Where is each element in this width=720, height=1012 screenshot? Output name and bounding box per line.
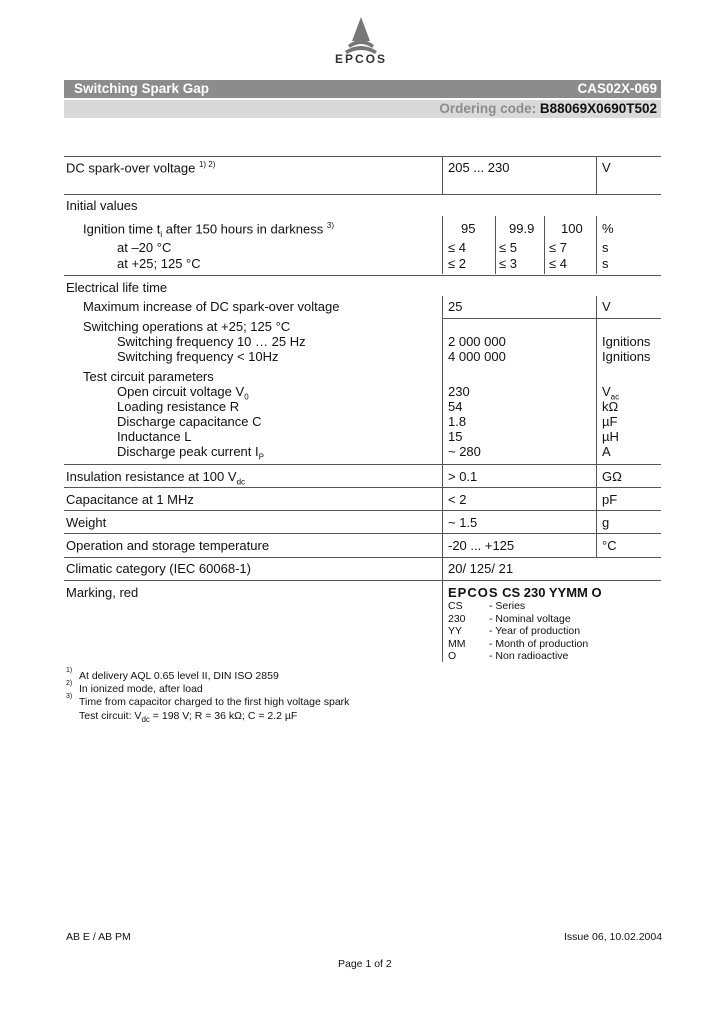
- ordering-bar: [64, 100, 661, 118]
- ocv-unit: $V_{ac}$: [602, 384, 620, 402]
- insul-value: > 0.1: [448, 469, 478, 484]
- legend-item: O - Non radioactive: [448, 650, 569, 662]
- ordering-label: Ordering code:: [439, 101, 537, 116]
- op-temp-unit: °C: [602, 538, 617, 553]
- op-temp-value: -20 ... +125: [448, 538, 515, 553]
- footnote-2: In ionized mode, after load: [79, 683, 203, 695]
- ign-m20-v3: ≤ 7: [549, 240, 567, 255]
- dis-i-value: ~ 280: [448, 444, 481, 459]
- dis-i-label: Discharge peak current $I_P$: [117, 444, 264, 462]
- legend-item: YY - Year of production: [448, 625, 581, 637]
- ign-p25-label: at +25; 125 °C: [117, 256, 201, 271]
- max-inc-unit: V: [602, 299, 611, 314]
- sw-f1-unit: Ignitions: [602, 334, 651, 349]
- load-r-value: 54: [448, 399, 463, 414]
- sw-ops-label: Switching operations at +25; 125 °C: [83, 319, 291, 334]
- ignition-label: Ignition time $t_i$ after 150 hours in darkness $^{3)}$: [83, 221, 335, 239]
- ignition-unit: %: [602, 221, 614, 236]
- ign-p25-v2: ≤ 3: [499, 256, 517, 271]
- footnote-3: Time from capacitor charged to the first high voltage spark: [79, 696, 350, 708]
- weight-value: ~ 1.5: [448, 515, 478, 530]
- ign-p25-v1: ≤ 2: [448, 256, 466, 271]
- ignition-p2: 99.9: [509, 221, 535, 236]
- dis-c-label: Discharge capacitance C: [117, 414, 262, 429]
- insul-label: Insulation resistance at 100 $V_{dc}$: [66, 469, 246, 487]
- elec-life-heading: Electrical life time: [66, 280, 168, 295]
- ocv-label: Open circuit voltage $V_0$: [117, 384, 249, 402]
- op-temp-label: Operation and storage temperature: [66, 538, 270, 553]
- insul-unit: GΩ: [602, 469, 622, 484]
- cap-unit: pF: [602, 492, 618, 507]
- ign-p25-unit: s: [602, 256, 609, 271]
- marking-legend: [448, 600, 588, 663]
- legend-item: 230 - Nominal voltage: [448, 612, 571, 625]
- legend-item: MM - Month of production: [448, 637, 589, 650]
- title-bar: [64, 80, 661, 98]
- ind-l-unit: µH: [602, 429, 619, 444]
- ocv-value: 230: [448, 384, 470, 399]
- dis-c-value: 1.8: [448, 414, 467, 429]
- ign-m20-v2: ≤ 5: [499, 240, 517, 255]
- max-inc-label: Maximum increase of DC spark-over voltage: [83, 299, 340, 314]
- ind-l-label: Inductance L: [117, 429, 192, 444]
- footer-issue: Issue 06, 10.02.2004: [564, 931, 663, 943]
- sw-f2-label: Switching frequency < 10Hz: [117, 349, 279, 364]
- ign-m20-unit: s: [602, 240, 609, 255]
- ignition-p3: 100: [561, 221, 583, 236]
- dis-i-unit: A: [602, 444, 611, 459]
- ind-l-value: 15: [448, 429, 463, 444]
- cap-value: < 2: [448, 492, 467, 507]
- load-r-unit: kΩ: [602, 399, 619, 414]
- ign-m20-v1: ≤ 4: [448, 240, 466, 255]
- marking-label: Marking, red: [66, 585, 139, 600]
- footer-dept: AB E / AB PM: [66, 931, 131, 943]
- climatic-value: 20/ 125/ 21: [448, 561, 514, 576]
- weight-unit: g: [602, 515, 610, 530]
- dc-spark-value: 205 ... 230: [448, 160, 510, 175]
- dc-spark-unit: V: [602, 160, 611, 175]
- dis-c-unit: µF: [602, 414, 618, 429]
- brand-name: EPCOS: [334, 52, 387, 66]
- cap-label: Capacitance at 1 MHz: [66, 492, 194, 507]
- doc-title: Switching Spark Gap: [74, 81, 210, 96]
- footnote-1: At delivery AQL 0.65 level II, DIN ISO 2859: [79, 670, 279, 682]
- ign-p25-v3: ≤ 4: [549, 256, 567, 271]
- ignition-p1: 95: [461, 221, 476, 236]
- dc-spark-label: DC spark-over voltage $^{1) 2)}$: [66, 160, 216, 176]
- sw-f2-value: 4 000 000: [448, 349, 506, 364]
- sw-f2-unit: Ignitions: [602, 349, 651, 364]
- sw-f1-value: 2 000 000: [448, 334, 506, 349]
- ign-m20-label: at –20 °C: [117, 240, 172, 255]
- max-inc-value: 25: [448, 299, 463, 314]
- ordering-code: B88069X0690T502: [539, 101, 657, 116]
- climatic-label: Climatic category (IEC 60068-1): [66, 561, 251, 576]
- test-circuit-label: Test circuit parameters: [83, 369, 214, 384]
- load-r-label: Loading resistance R: [117, 399, 240, 414]
- legend-item: CS - Series: [448, 600, 526, 612]
- page-number: Page 1 of 2: [338, 958, 392, 970]
- marking-code: EPCOS CS 230 YYMM O: [448, 585, 602, 600]
- footnote-3-test: Test circuit: $V_{dc} = 198$ V; R = 36 kΩ; C = 2.2 µF: [79, 710, 298, 725]
- sw-f1-label: Switching frequency 10 … 25 Hz: [117, 334, 306, 349]
- weight-label: Weight: [66, 515, 107, 530]
- part-number: CAS02X-069: [577, 81, 657, 96]
- initial-values-heading: Initial values: [66, 198, 138, 213]
